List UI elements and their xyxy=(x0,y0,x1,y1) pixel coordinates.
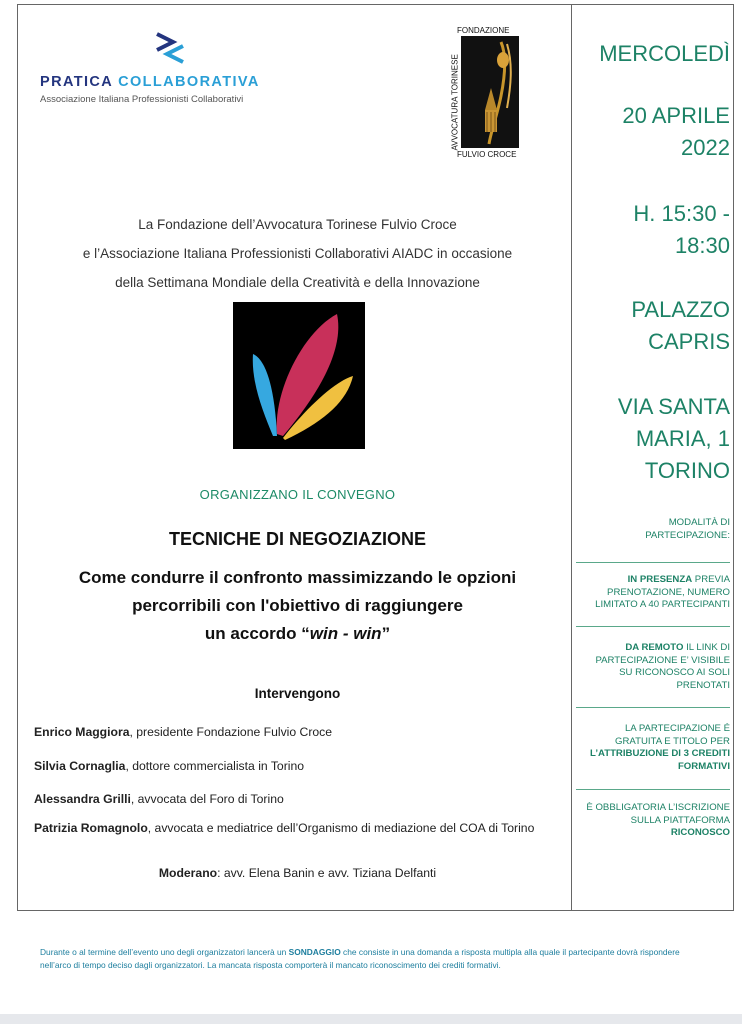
fondazione-bottom-label: FULVIO CROCE xyxy=(457,150,517,159)
tassel-icon xyxy=(461,36,519,148)
in-presenza-info: IN PRESENZA PREVIA PRENOTAZIONE, NUMERO LIMITATO A 40 PARTECIPANTI xyxy=(595,574,730,611)
pratica-collaborativa-name: PRATICA COLLABORATIVA xyxy=(40,74,260,90)
speaker-item: Silvia Cornaglia, dottore commercialista in Torino xyxy=(34,759,305,773)
moderators: Moderano: avv. Elena Banin e avv. Tiziana Delfanti xyxy=(158,866,437,880)
bottom-bar xyxy=(0,1014,742,1024)
footer-note: Durante o al termine dell’evento uno degli organizzatori lancerà un SONDAGGIO che consiste in una domanda a risposta multipla alla quale il partecipante dovrà rispondere nell’arco di tempo deciso dagli organizzatori. La mancata risposta comporterà il mancato riconoscimento dei crediti formativi. xyxy=(40,947,680,970)
intro-line: La Fondazione dell’Avvocatura Torinese Fulvio Croce xyxy=(138,217,457,232)
speakers-heading: Intervengono xyxy=(254,686,341,701)
intro-line: della Settimana Mondiale della Creatività e della Innovazione xyxy=(115,275,480,290)
intro-text xyxy=(30,210,565,297)
section-divider xyxy=(576,562,730,563)
intro-line: e l’Associazione Italiana Professionisti Collaborativi AIADC in occasione xyxy=(82,246,513,261)
fondazione-logo xyxy=(449,26,523,160)
double-chevron-icon xyxy=(153,30,189,66)
section-divider xyxy=(576,707,730,708)
event-address: VIA SANTA MARIA, 1 TORINO xyxy=(617,394,730,483)
da-remoto-info: DA REMOTO IL LINK DI PARTECIPAZIONE E’ VISIBILE SU RICONOSCO AI SOLI PRENOTATI xyxy=(595,642,730,691)
event-time: H. 15:30 - 18:30 xyxy=(633,201,730,258)
speaker-item: Enrico Maggiora, presidente Fondazione Fulvio Croce xyxy=(34,725,333,739)
crediti-info: LA PARTECIPAZIONE É GRATUITA E TITOLO PER L’ATTRIBUZIONE DI 3 CREDITI FORMATIVI xyxy=(590,723,730,772)
speaker-item: Alessandra Grilli, avvocata del Foro di Torino xyxy=(34,792,284,806)
event-day: MERCOLEDÌ xyxy=(599,41,730,66)
fondazione-side-label: AVVOCATURA TORINESE xyxy=(450,54,460,151)
fondazione-top-label: FONDAZIONE xyxy=(457,26,510,35)
event-date: 20 APRILE 2022 xyxy=(622,103,730,160)
section-divider xyxy=(576,626,730,627)
speaker-item: Patrizia Romagnolo, avvocata e mediatrice dell’Organismo di mediazione del COA di Torino xyxy=(34,821,535,835)
iscrizione-info: È OBBLIGATORIA L’ISCRIZIONE SULLA PIATTAFORMA RICONOSCO xyxy=(586,802,730,839)
event-subtitle: Come condurre il confronto massimizzando le opzioni percorribili con l'obiettivo di raggiungere un accordo “win - win” xyxy=(78,568,517,643)
event-title: TECNICHE DI NEGOZIAZIONE xyxy=(168,529,426,549)
section-divider xyxy=(576,789,730,790)
organizzano-label: ORGANIZZANO IL CONVEGNO xyxy=(199,487,396,502)
creativity-week-logo xyxy=(233,302,365,449)
event-venue: PALAZZO CAPRIS xyxy=(631,297,730,354)
modalita-heading: MODALITÀ DI PARTECIPAZIONE: xyxy=(645,517,730,541)
pratica-collaborativa-subtitle: Associazione Italiana Professionisti Collaborativi xyxy=(40,94,244,105)
pratica-collaborativa-logo xyxy=(40,28,310,108)
column-divider xyxy=(571,4,572,911)
